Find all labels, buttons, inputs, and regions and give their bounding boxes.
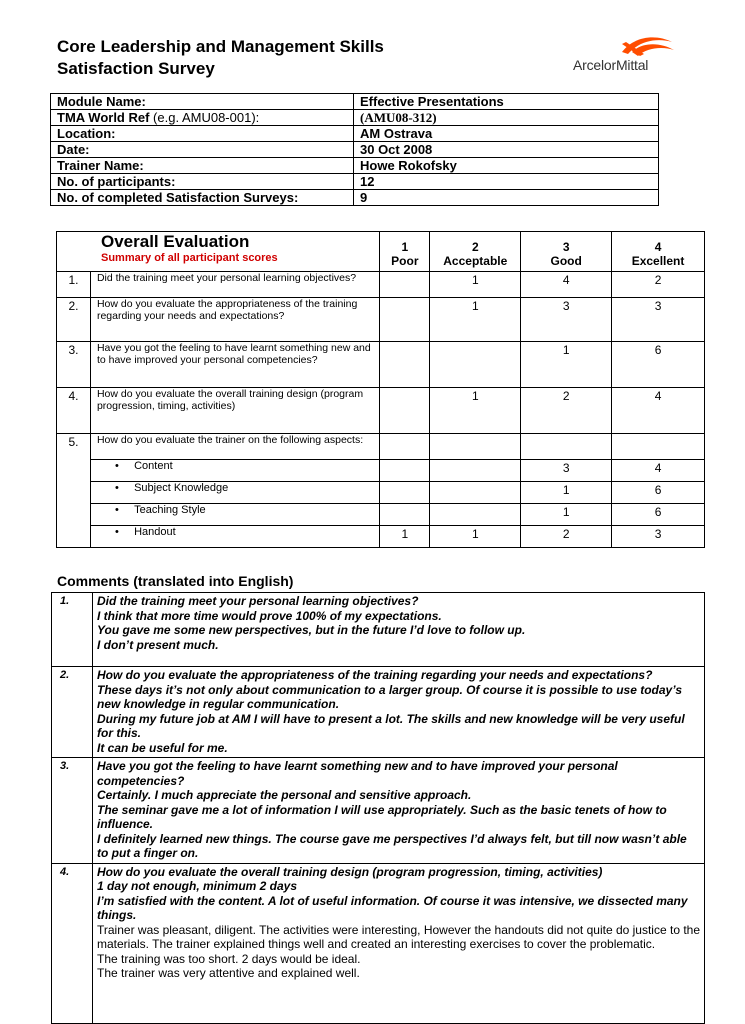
score-excellent: 4 [612, 460, 705, 482]
score-excellent: 6 [612, 504, 705, 526]
info-label: Trainer Name: [51, 158, 354, 174]
score-excellent: 6 [612, 482, 705, 504]
comment-line: Did the training meet your personal learning objectives? [97, 594, 419, 608]
score-empty [430, 434, 521, 460]
comment-line: The seminar gave me a lot of information I will use appropriately. Such as the basic tenets of how to influence. [97, 802, 667, 831]
comment-number: 1. [52, 593, 93, 667]
info-row [51, 126, 659, 142]
survey-title [57, 36, 384, 80]
info-row [51, 94, 659, 110]
comment-line: How do you evaluate the overall training design (program progression, timing, activities) [97, 864, 603, 879]
info-value: 12 [354, 174, 659, 190]
comment-line: I definitely learned new things. The course gave me perspectives I’d always felt, but till now wasn’t able to put a finger on. [97, 831, 687, 860]
column-number: 3 [562, 240, 570, 254]
score-acceptable: 1 [430, 388, 521, 434]
score-acceptable [430, 482, 521, 504]
question-row [57, 272, 705, 298]
score-empty [521, 434, 612, 460]
score-poor [380, 342, 430, 388]
question-number: 5. [57, 434, 91, 548]
column-header-excellent [612, 232, 705, 272]
info-label: Module Name: [51, 94, 354, 110]
title-line-2: Satisfaction Survey [57, 59, 215, 78]
score-poor [380, 272, 430, 298]
score-poor: 1 [380, 526, 430, 548]
comment-body [93, 593, 705, 667]
comment-line: Have you got the feeling to have learnt something new and to have improved your personal competencies? [97, 759, 618, 788]
column-header-poor [380, 232, 430, 272]
info-label [51, 110, 354, 126]
score-good: 4 [521, 272, 612, 298]
aspect-label-text: Handout [134, 526, 176, 538]
aspect-label: • Subject Knowledge [90, 482, 379, 504]
aspect-label-text: Content [134, 460, 173, 472]
aspect-label: • Handout [90, 526, 379, 548]
comments-heading: Comments (translated into English) [57, 573, 294, 589]
column-number: 1 [401, 240, 409, 254]
comment-number: 3. [52, 758, 93, 864]
comment-line: The trainer was very attentive and explained well. [97, 966, 360, 980]
score-acceptable [430, 504, 521, 526]
comment-line: These days it’s not only about communication to a larger group. Of course it is possible to use today’s new knowledge in regular communication. [97, 682, 682, 711]
title-line-1: Core Leadership and Management Skills [57, 37, 384, 56]
score-excellent: 2 [612, 272, 705, 298]
info-value: 30 Oct 2008 [354, 142, 659, 158]
score-good: 1 [521, 342, 612, 388]
question-text: Have you got the feeling to have learnt something new and to have improved your personal competencies? [90, 342, 379, 388]
comments-table [51, 592, 705, 1024]
score-excellent: 3 [612, 298, 705, 342]
score-empty [612, 434, 705, 460]
score-good: 2 [521, 388, 612, 434]
info-value: Effective Presentations [354, 94, 659, 110]
score-acceptable: 1 [430, 272, 521, 298]
score-poor [380, 298, 430, 342]
score-excellent: 6 [612, 342, 705, 388]
question-row [57, 298, 705, 342]
question-text: How do you evaluate the trainer on the following aspects: [90, 434, 379, 460]
info-label-text: TMA World Ref [57, 110, 150, 125]
logo-text: ArcelorMittal [573, 57, 649, 73]
info-row [51, 174, 659, 190]
comment-row [52, 667, 705, 758]
column-label: Acceptable [443, 254, 508, 268]
comment-line: How do you evaluate the appropriateness of the training regarding your needs and expectations? [97, 668, 653, 682]
question-number: 1. [57, 272, 91, 298]
column-label: Good [550, 254, 582, 268]
question-text: How do you evaluate the overall training design (program progression, timing, activities) [90, 388, 379, 434]
comment-line: I’m satisfied with the content. A lot of useful information. Of course it was intensive, we dissected many things. [97, 893, 688, 922]
comment-body [93, 758, 705, 864]
info-label: No. of completed Satisfaction Surveys: [51, 190, 354, 206]
comment-line: During my future job at AM I will have to present a lot. The skills and new knowledge will be very useful for this. [97, 711, 685, 740]
info-label: Date: [51, 142, 354, 158]
comment-line: You gave me some new perspectives, but in the future I’d love to follow up. [97, 623, 526, 637]
comment-line: I think that more time would prove 100% of my expectations. [97, 608, 442, 623]
overall-evaluation-table [56, 231, 705, 548]
aspect-label: • Content [90, 460, 379, 482]
info-value: 9 [354, 190, 659, 206]
score-excellent: 3 [612, 526, 705, 548]
comment-row [52, 593, 705, 667]
evaluation-title: Overall Evaluation [101, 232, 250, 251]
info-row [51, 158, 659, 174]
question-number: 4. [57, 388, 91, 434]
info-label-note: (e.g. AMU08-001): [149, 110, 260, 125]
score-good: 1 [521, 504, 612, 526]
comment-line: Trainer was pleasant, diligent. The activities were interesting, However the handouts did not quite do justice to the materials. The trainer explained things well and created an interesting exercises to cover the problematic. [97, 922, 701, 951]
score-acceptable [430, 460, 521, 482]
aspect-label: • Teaching Style [90, 504, 379, 526]
comment-body [93, 863, 705, 1023]
score-poor [380, 388, 430, 434]
score-excellent: 4 [612, 388, 705, 434]
aspect-row [57, 504, 705, 526]
score-poor [380, 504, 430, 526]
evaluation-subtitle: Summary of all participant scores [101, 252, 278, 264]
info-row [51, 190, 659, 206]
comment-number: 4. [52, 863, 93, 1023]
column-number: 2 [471, 240, 479, 254]
info-value: AM Ostrava [354, 126, 659, 142]
info-label: Location: [51, 126, 354, 142]
aspect-label-text: Subject Knowledge [134, 482, 229, 494]
evaluation-header-row [57, 232, 705, 272]
comment-row [52, 863, 705, 1023]
question-row [57, 342, 705, 388]
question-text: Did the training meet your personal learning objectives? [90, 272, 379, 298]
column-label: Excellent [631, 254, 685, 268]
question-text: How do you evaluate the appropriateness of the training regarding your needs and expectations? [90, 298, 379, 342]
score-poor [380, 482, 430, 504]
score-good: 3 [521, 298, 612, 342]
comment-number: 2. [52, 667, 93, 758]
aspect-row [57, 460, 705, 482]
score-empty [380, 434, 430, 460]
comment-line: I don’t present much. [97, 637, 219, 652]
module-info-table [50, 93, 659, 206]
score-acceptable: 1 [430, 298, 521, 342]
aspect-row [57, 482, 705, 504]
comment-line: The training was too short. 2 days would be ideal. [97, 951, 361, 966]
aspect-row [57, 526, 705, 548]
question-row [57, 434, 705, 460]
score-good: 2 [521, 526, 612, 548]
column-header-acceptable [430, 232, 521, 272]
column-header-good [521, 232, 612, 272]
column-label: Poor [391, 254, 419, 268]
comment-row [52, 758, 705, 864]
info-row [51, 110, 659, 126]
score-good: 1 [521, 482, 612, 504]
score-acceptable: 1 [430, 526, 521, 548]
info-row [51, 142, 659, 158]
question-number: 2. [57, 298, 91, 342]
comment-line: Certainly. I much appreciate the personal and sensitive approach. [97, 788, 472, 802]
column-number: 4 [654, 240, 662, 254]
comment-body [93, 667, 705, 758]
score-acceptable [430, 342, 521, 388]
info-value: (AMU08-312) [354, 110, 659, 126]
score-good: 3 [521, 460, 612, 482]
info-label: No. of participants: [51, 174, 354, 190]
aspect-label-text: Teaching Style [134, 504, 206, 516]
evaluation-header [57, 232, 380, 272]
question-row [57, 388, 705, 434]
score-poor [380, 460, 430, 482]
question-number: 3. [57, 342, 91, 388]
comment-line: 1 day not enough, minimum 2 days [97, 879, 298, 893]
info-value: Howe Rokofsky [354, 158, 659, 174]
comment-line: It can be useful for me. [97, 740, 228, 755]
